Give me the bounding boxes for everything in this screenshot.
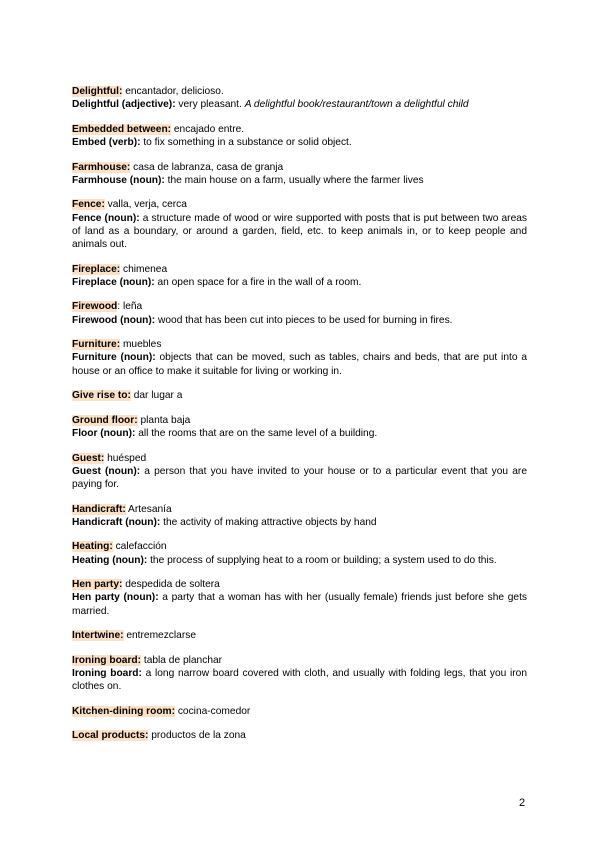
term: Furniture: (72, 339, 121, 351)
translation: planta baja (137, 414, 191, 426)
term: Guest: (72, 452, 105, 464)
translation: encantador, delicioso. (122, 86, 224, 97)
definition-text: a long narrow board covered with cloth, and usually with folding legs, that you iron clothes on. (72, 667, 528, 693)
entry-handicraft (72, 503, 527, 529)
entry-fireplace (72, 263, 527, 289)
glossary (72, 85, 527, 754)
entry-delightful (72, 85, 527, 111)
entry-guest (72, 452, 527, 492)
definition-head: Fence (noun): (72, 212, 140, 224)
entry-intertwine (72, 629, 527, 642)
translation: calefacción (112, 541, 167, 553)
definition-text: a structure made of wood or wire supported with posts that is put between two areas of land as a boundary, or around a garden, field, etc. to keep animals in, or to keep people and animals out. (72, 212, 527, 250)
definition-head: Delightful (adjective): (72, 99, 176, 111)
translation: tabla de planchar (141, 654, 223, 666)
definition-head: Handicraft (noun): (72, 516, 161, 528)
entry-fence (72, 198, 527, 251)
definition-text: the main house on a farm, usually where the farmer lives (164, 174, 424, 186)
definition-text: to fix something in a substance or solid object. (140, 137, 352, 148)
translation: encajado entre. (171, 123, 245, 135)
term: Fireplace: (72, 263, 121, 275)
term: Delightful: (72, 86, 123, 97)
entry-ironing-board (72, 654, 527, 694)
entry-ground-floor (72, 414, 527, 440)
translation: huésped (104, 452, 147, 464)
term: Farmhouse: (72, 161, 131, 173)
definition-text: all the rooms that are on the same level of a building. (135, 427, 378, 439)
term: Hen party: (72, 579, 123, 591)
translation: despedida de soltera (122, 579, 220, 591)
term: Ironing board: (72, 654, 142, 666)
definition-text: the activity of making attractive objects by hand (160, 516, 377, 528)
definition-text: the process of supplying heat to a room or building; a system used to do this. (147, 554, 497, 566)
term: Firewood (72, 301, 118, 313)
definition-text: wood that has been cut into pieces to be used for burning in fires. (155, 314, 453, 326)
entry-embedded (72, 123, 527, 149)
definition-head: Hen party (noun): (72, 592, 159, 604)
page-number: 2 (519, 797, 526, 809)
entry-hen-party (72, 578, 527, 618)
definition-head: Embed (verb): (72, 137, 141, 148)
term: Embedded between: (72, 123, 172, 135)
term: Ground floor: (72, 414, 138, 426)
entry-kitchen-dining-room (72, 705, 527, 718)
translation: productos de la zona (148, 730, 246, 742)
term: Give rise to: (72, 390, 131, 402)
entry-furniture (72, 338, 527, 378)
translation: : leña (117, 301, 143, 313)
term: Heating: (72, 541, 113, 553)
entry-farmhouse (72, 161, 527, 187)
definition-head: Heating (noun): (72, 554, 148, 566)
entry-local-products (72, 729, 527, 742)
definition-head: Fireplace (noun): (72, 276, 155, 288)
term: Intertwine: (72, 630, 124, 642)
definition-text: an open space for a fire in the wall of a room. (154, 276, 362, 288)
translation: entremezclarse (123, 630, 196, 642)
translation: dar lugar a (130, 390, 183, 402)
term: Kitchen-dining room: (72, 705, 175, 717)
definition-head: Floor (noun): (72, 427, 136, 439)
term: Fence: (72, 199, 105, 211)
example: A delightful book/restaurant/town a delightful child (244, 99, 469, 111)
definition-head: Guest (noun): (72, 465, 141, 477)
definition-text: a party that a woman has with her (usually female) friends just before she gets married. (72, 592, 527, 617)
translation: muebles (120, 339, 162, 351)
translation: cocina-comedor (175, 705, 251, 717)
definition-head: Firewood (noun): (72, 314, 156, 326)
translation: casa de labranza, casa de granja (130, 161, 284, 173)
translation: valla, verja, cerca (104, 199, 187, 211)
translation: Artesanía (125, 503, 172, 515)
entry-give-rise-to (72, 389, 527, 402)
term: Handicraft: (72, 503, 126, 515)
entry-firewood (72, 300, 527, 326)
definition-text: a person that you have invited to your house or to a particular event that you are paying for. (72, 465, 527, 490)
definition-head: Ironing board: (72, 667, 142, 679)
definition-text: very pleasant. (175, 99, 245, 111)
translation: chimenea (120, 263, 168, 275)
definition-text: objects that can be moved, such as tables, chairs and beds, that are put into a house or an office to make it suitable for living or working in. (72, 352, 528, 377)
term: Local products: (72, 730, 149, 742)
entry-heating (72, 540, 527, 566)
definition-head: Farmhouse (noun): (72, 174, 165, 186)
definition-head: Furniture (noun): (72, 352, 156, 364)
